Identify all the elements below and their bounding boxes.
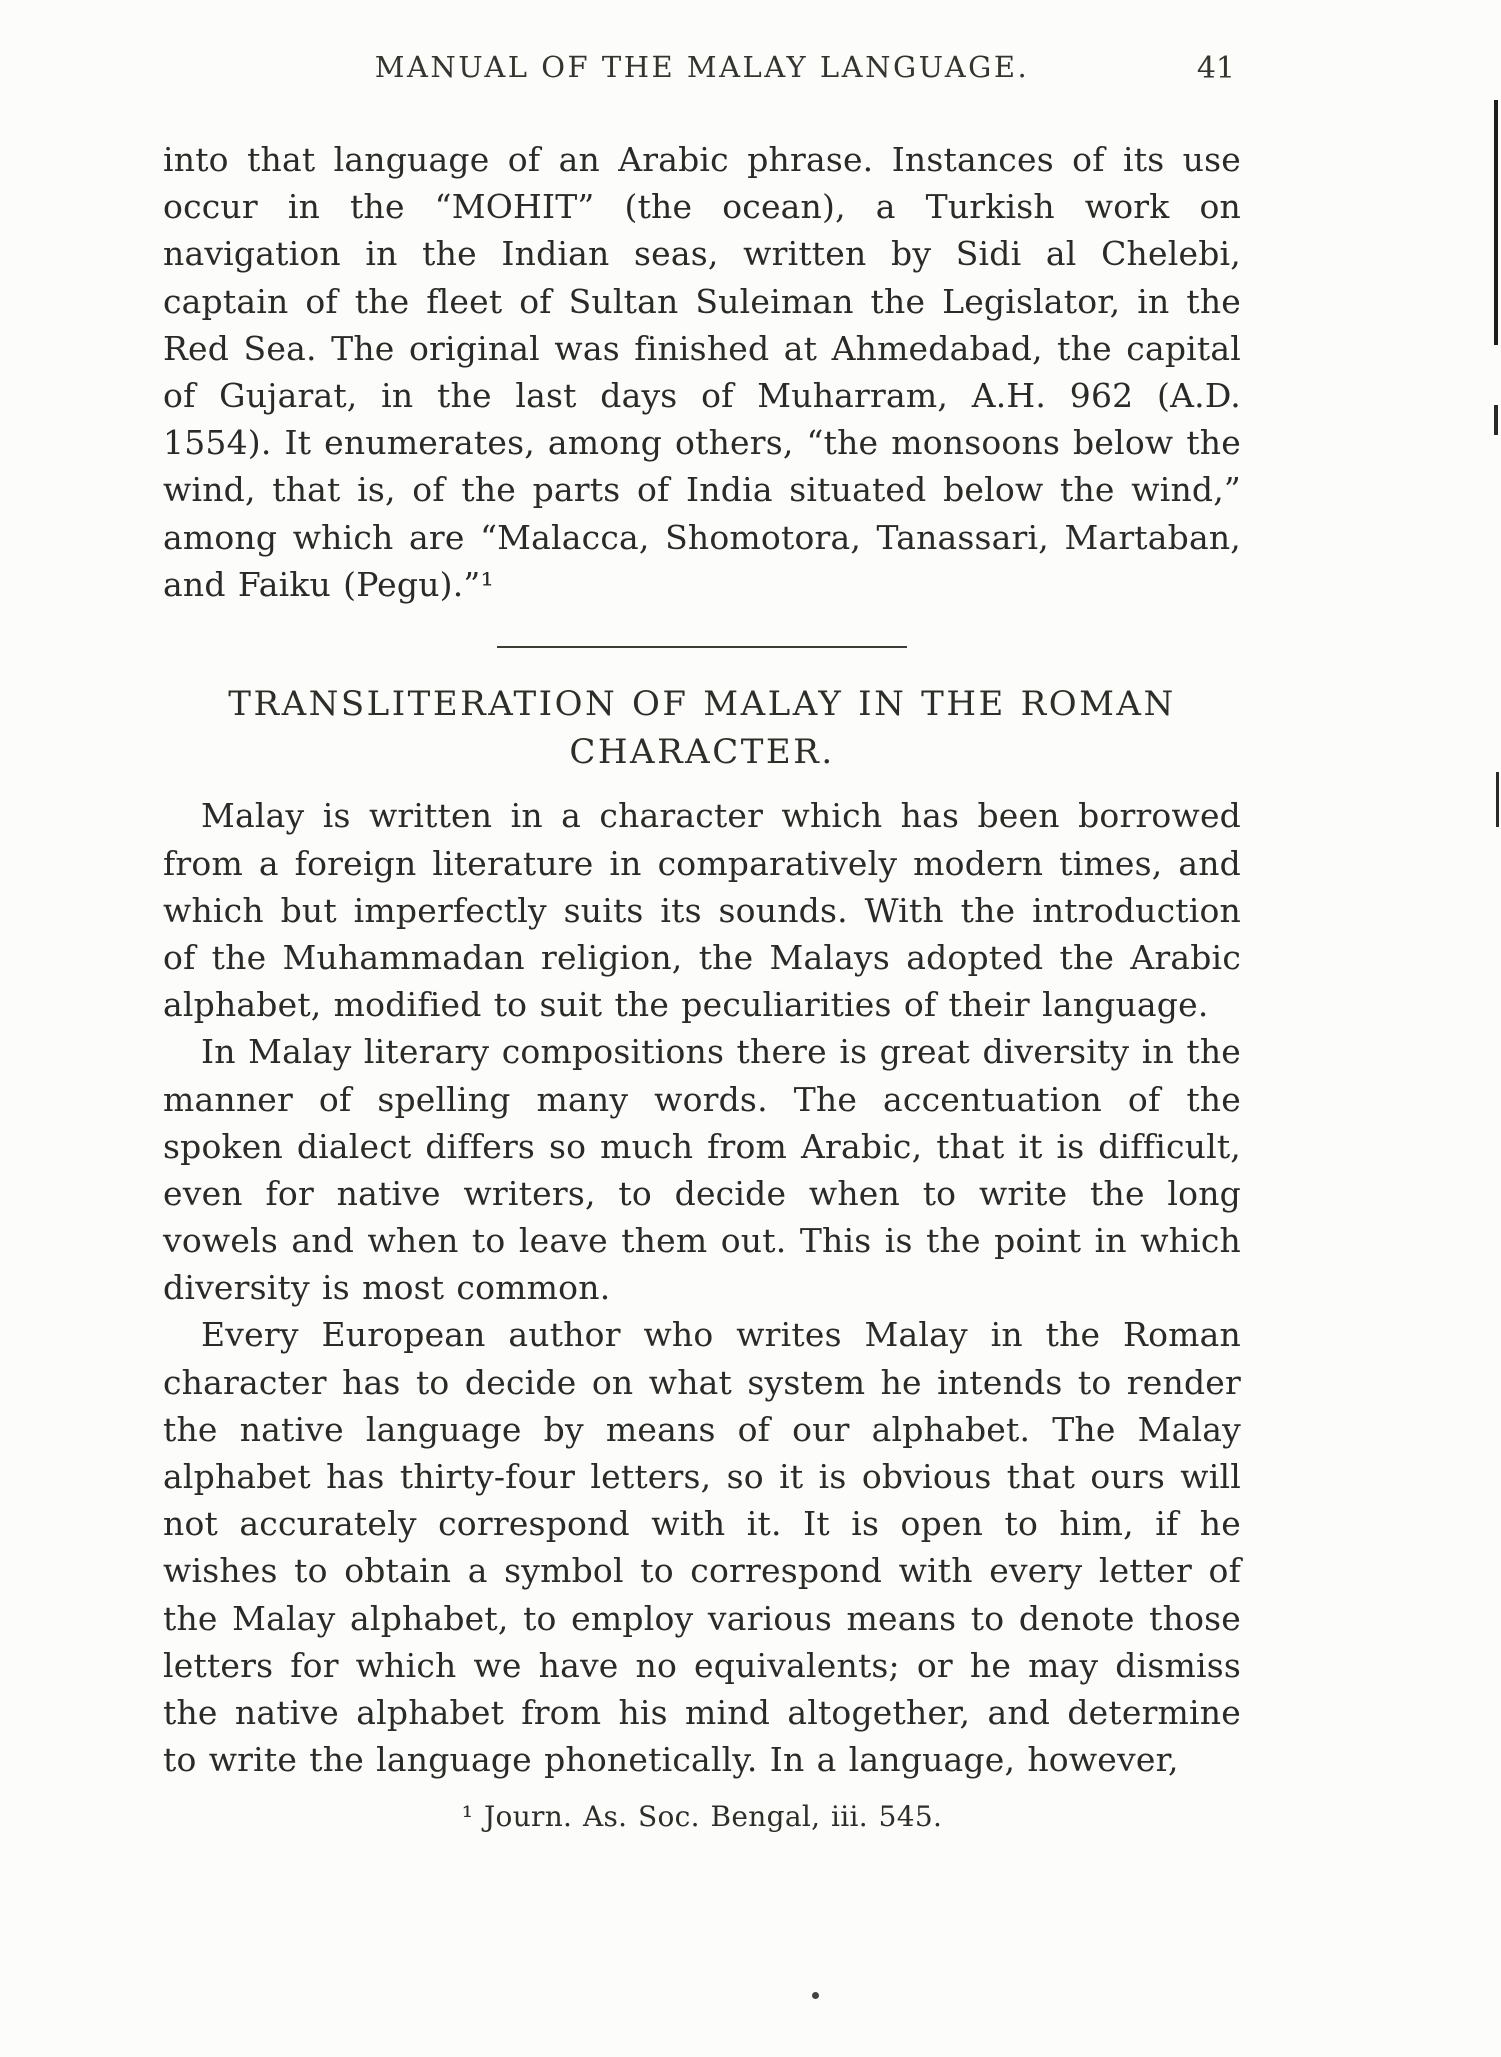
scan-edge-tick-artifact xyxy=(1494,405,1498,435)
page-content xyxy=(163,50,1241,1837)
section-heading: TRANSLITERATION OF MALAY IN THE ROMAN CHARACTER. xyxy=(228,683,1176,773)
section-divider xyxy=(497,646,907,648)
running-title: MANUAL OF THE MALAY LANGUAGE. xyxy=(374,50,1030,84)
footnote: ¹ Journ. As. Soc. Bengal, iii. 545. xyxy=(461,1800,943,1834)
ink-dot-artifact xyxy=(812,1992,819,1999)
paragraph: In Malay literary compositions there is great diversity in the manner of spelling many words. The accentuation of the spoken dialect differs so much from Arabic, that it is difficult, even for native writers, to decide when to write the long vowels and when to leave them out. This is the point in which diversity is most common. xyxy=(163,1032,1241,1308)
page-header xyxy=(163,50,1241,94)
intro-paragraphs xyxy=(163,136,1241,608)
paragraph: Every European author who writes Malay in the Roman character has to decide on what system he intends to render the native language by means of our alphabet. The Malay alphabet has thirty-four letters, so it is obvious that ours will not accurately correspond with it. It is open to him, if he wishes to obtain a symbol to correspond with every letter of the Malay alphabet, to employ various means to denote those letters for which we have no equivalents; or he may dismiss the native alphabet from his mind altogether, and determine to write the language phonetically. In a language, however, xyxy=(163,1315,1241,1780)
scan-edge-line-artifact xyxy=(1494,100,1498,345)
paragraph: Malay is written in a character which has been borrowed from a foreign literature in comparatively modern times, and which but imperfectly suits its sounds. With the introduction of the Muhammadan religion, the Malays adopted the Arabic alphabet, modified to suit the peculiarities of their language. xyxy=(163,796,1241,1025)
page-number: 41 xyxy=(1196,51,1235,86)
body-text xyxy=(163,136,1241,1837)
scan-edge-tick-artifact xyxy=(1496,772,1499,827)
section-paragraphs xyxy=(163,792,1241,1783)
paragraph: into that language of an Arabic phrase. Instances of its use occur in the “MOHIT” (the ocean), a Turkish work on navigation in the Indian seas, written by Sidi al Chelebi, captain of the fleet of Sultan Suleiman the Legislator, in the Red Sea. The original was finished at Ahmedabad, the capital of Gujarat, in the last days of Muharram, A.H. 962 (A.D. 1554). It enumerates, among others, “the monsoons below the wind, that is, of the parts of India situated below the wind,” among which are “Malacca, Shomotora, Tanassari, Martaban, and Faiku (Pegu).”¹ xyxy=(163,140,1241,604)
